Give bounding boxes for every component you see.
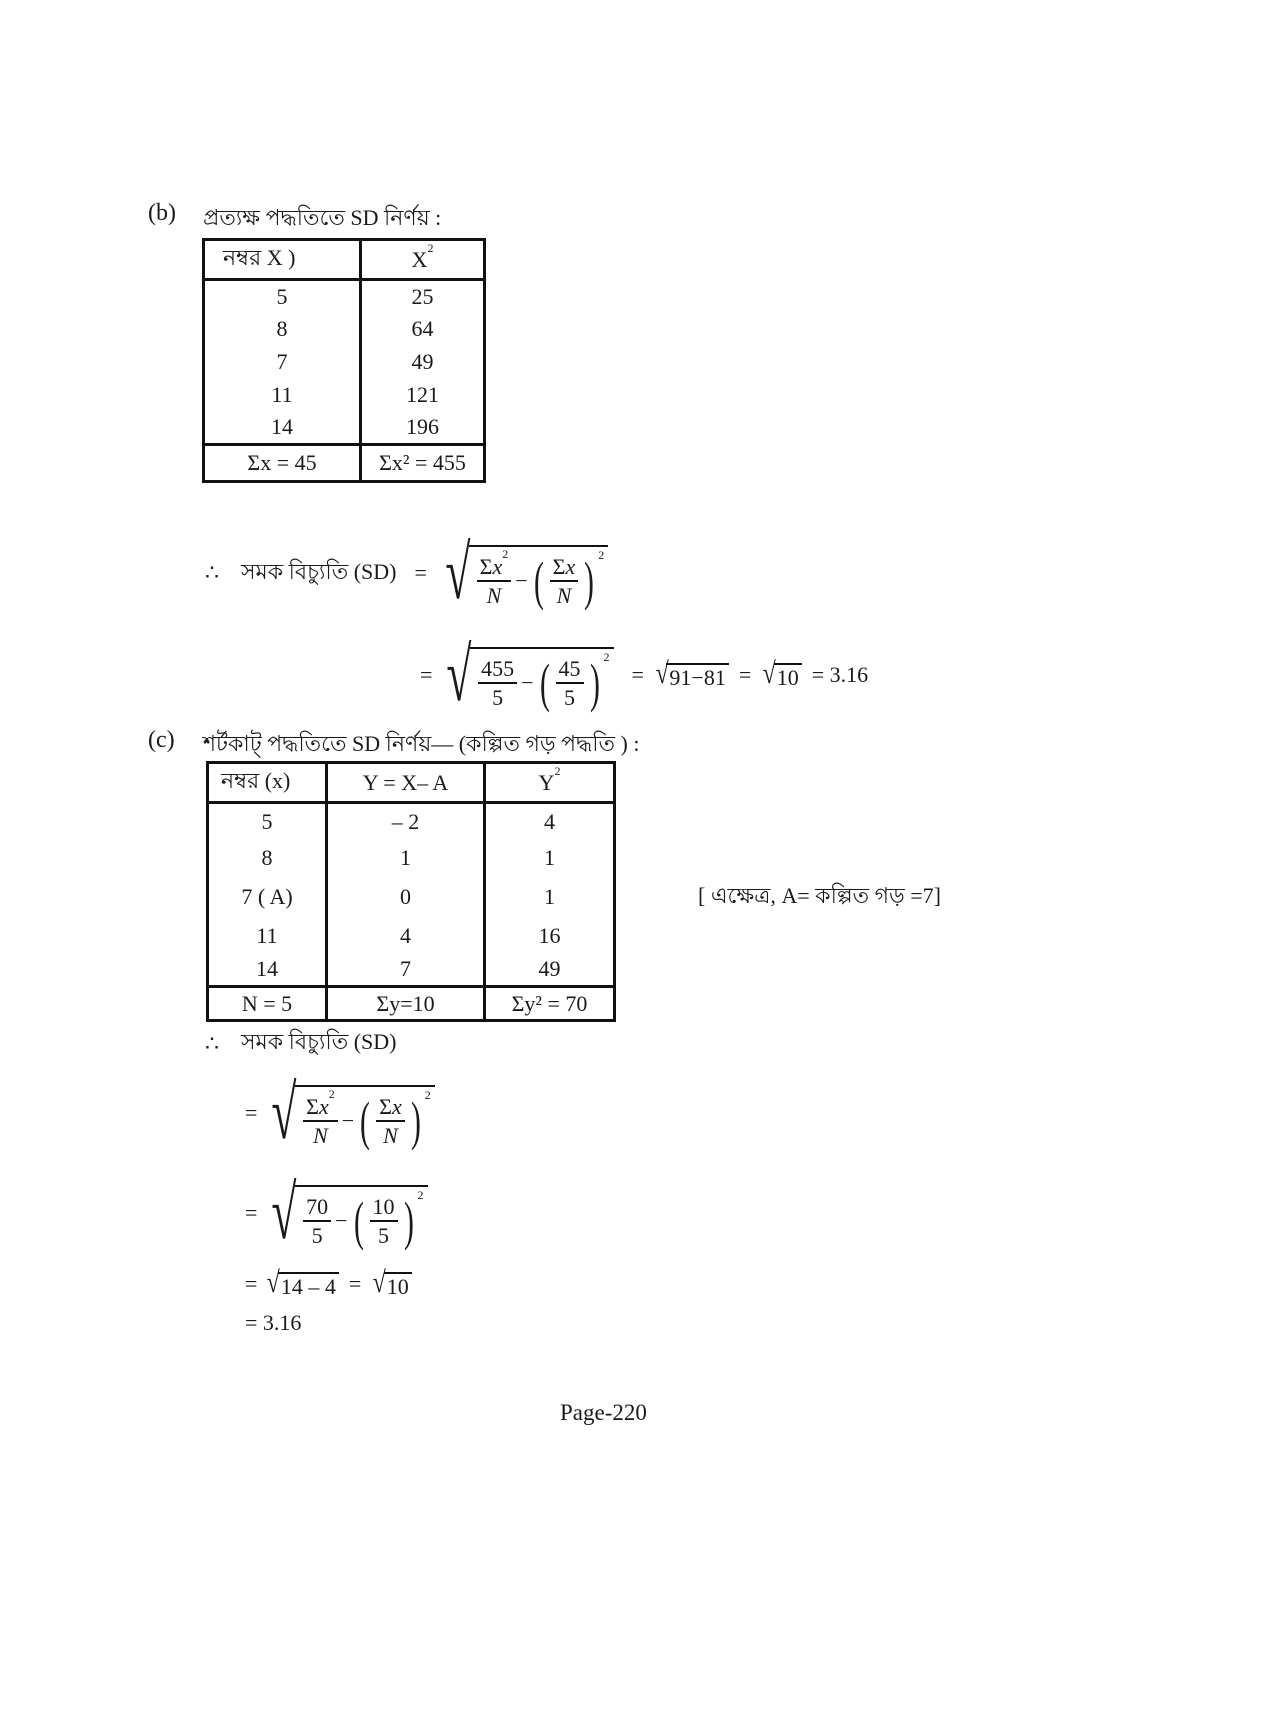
sd-calculation-c: = √ $\frac{70}{5}$ − ( $\frac{10}{5}$ ) 2	[245, 1175, 428, 1251]
col-header-marks: নম্বর X )	[204, 240, 361, 280]
therefore-symbol: ∴	[205, 1030, 219, 1056]
table-row: 7 49	[204, 346, 485, 379]
table-row: 14 196	[204, 412, 485, 445]
sum-x: Σx = 45	[204, 445, 361, 482]
n-count: N = 5	[208, 987, 327, 1021]
square-root: √ $\frac{\Sigma x^2}{N}$ − ( $\frac{\Sigma x}{N}$ ) 2	[437, 535, 608, 611]
table-row: 8 64	[204, 313, 485, 346]
col-header-x-squared: $X^2$	[361, 240, 485, 280]
table-row: 5 – 2 4	[208, 803, 615, 841]
section-b-label: (b)	[148, 200, 176, 226]
section-c-label: (c)	[148, 727, 175, 753]
table-row: 7 ( A) 0 1	[208, 875, 615, 919]
table-row: 11 121	[204, 379, 485, 412]
sd-simplification-c: = √ 14 – 4 = √ 10	[245, 1268, 412, 1300]
sd-heading-c	[205, 1025, 397, 1062]
col-header-marks: নম্বর (x)	[208, 763, 327, 803]
sd-formula-b: ∴ সমক বিচ্যুতি (SD) = √ $\frac{\Sigma x^2}{N}$ − ( $\frac{\Sigma x}{N}$ ) 2	[205, 535, 608, 611]
sd-formula-c: = √ $\frac{\Sigma x^2}{N}$ − ( $\frac{\Sigma x}{N}$ ) 2	[245, 1075, 435, 1151]
direct-method-table	[202, 238, 486, 483]
sd-calculation-b: = √ $\frac{455}{5}$ − ( $\frac{45}{5}$ ) 2 = √ 91−81 = √ 10 = 3.16	[420, 633, 869, 717]
table-total-row	[208, 987, 615, 1021]
therefore-symbol: ∴	[205, 560, 219, 585]
sum-y-squared: Σy² = 70	[485, 987, 615, 1021]
col-header-deviation: Y = X– A	[327, 763, 485, 803]
table-row: 5 25	[204, 280, 485, 313]
sum-x-squared: Σx² = 455	[361, 445, 485, 482]
section-b-heading: প্রত্যক্ষ পদ্ধতিতে SD নির্ণয় :	[203, 205, 442, 230]
shortcut-method-table	[206, 761, 616, 1022]
result-c: = 3.16	[245, 1310, 302, 1335]
table-row: 11 4 16	[208, 919, 615, 953]
result-b: = 3.16	[811, 662, 869, 687]
table-row: 14 7 49	[208, 953, 615, 987]
assumed-mean-note: [ এক্ষেত্র, A= কল্পিত গড় =7]	[698, 883, 941, 908]
sd-label: সমক বিচ্যুতি (SD)	[241, 1029, 397, 1054]
sd-label: সমক বিচ্যুতি (SD)	[241, 558, 397, 584]
section-c-heading: শর্টকাট্‌ পদ্ধতিতে SD নির্ণয়— (কল্পিত গড় পদ্ধতি ) :	[203, 731, 640, 756]
col-header-y-squared: $Y^2$	[485, 763, 615, 803]
table-total-row	[204, 445, 485, 482]
page-number: Page-220	[560, 1400, 647, 1425]
table-row: 8 1 1	[208, 841, 615, 875]
sum-y: Σy=10	[327, 987, 485, 1021]
